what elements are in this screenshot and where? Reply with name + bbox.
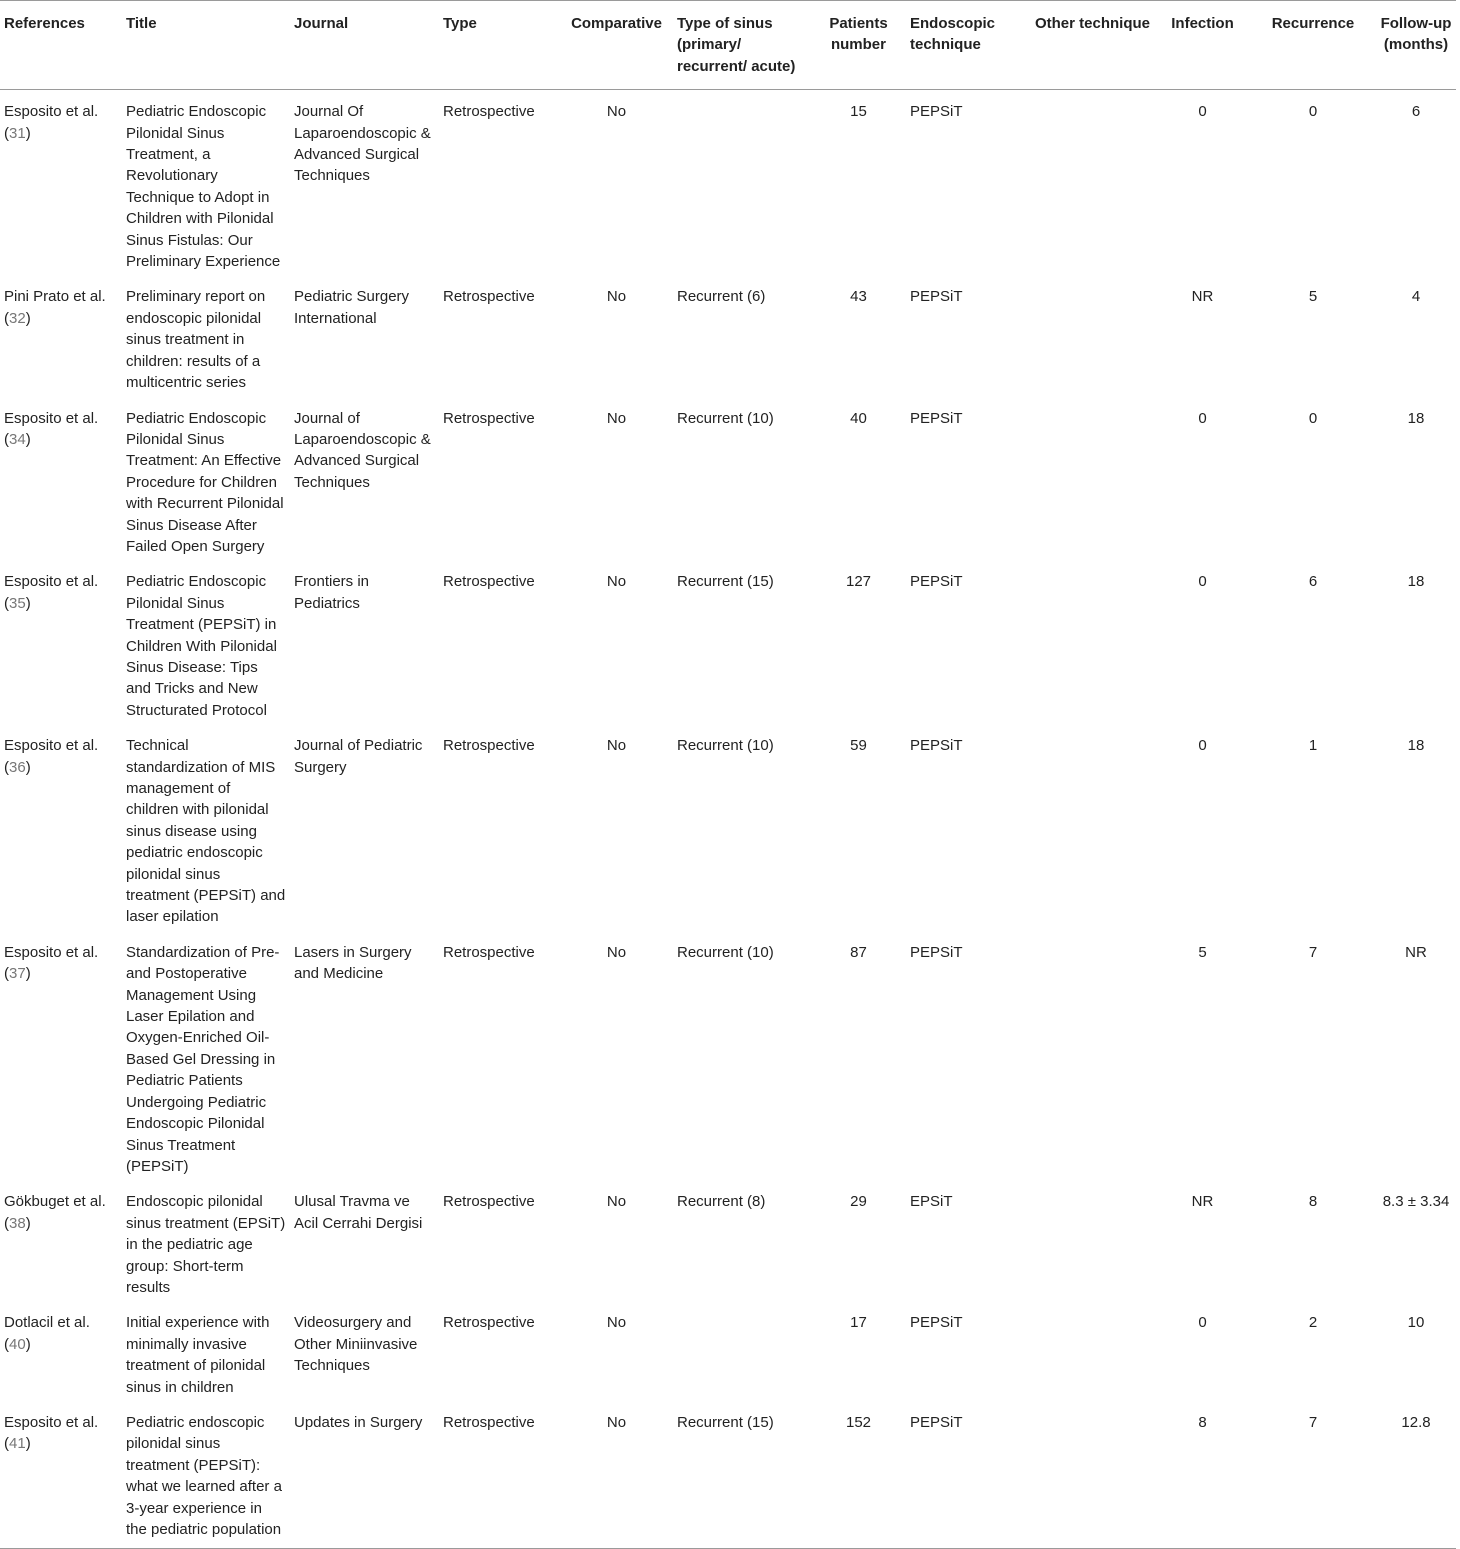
header-other-technique: Other technique	[1030, 1, 1155, 90]
cell-type-of-sinus: Recurrent (8)	[677, 1193, 766, 1211]
cell-title: Preliminary report on endoscopic pilonidal sinus treatment in children: results of a multicentric series	[126, 288, 266, 392]
cell-patients-number: 43	[850, 288, 867, 306]
cell-patients-number: 40	[850, 409, 867, 427]
cell-recurrence: 2	[1308, 1314, 1318, 1332]
cell-title: Standardization of Pre- and Postoperative Management Using Laser Epilation and Oxygen-Enriched Oil-Based Gel Dressing in Pediatric Patients Undergoing Pediatric Endoscopic Pilonidal Sinus Treatment (PEPSiT)	[126, 943, 280, 1175]
cell-type: Retrospective	[443, 737, 535, 755]
header-row	[0, 1, 1456, 90]
header-references: References	[0, 1, 122, 90]
cell-type-of-sinus	[673, 1301, 811, 1401]
cell-journal: Ulusal Travma ve Acil Cerrahi Dergisi	[294, 1193, 423, 1232]
cell-title: Pediatric Endoscopic Pilonidal Sinus Treatment (PEPSiT) in Children With Pilonidal Sinus Disease: Tips and Tricks and New Structurated Protocol	[126, 573, 277, 719]
cell-infection: 8	[1155, 1401, 1250, 1549]
cell-infection: NR	[1191, 288, 1214, 306]
cell-infection: 0	[1198, 103, 1207, 121]
cell-references: Esposito et al. (41)	[0, 1401, 122, 1549]
reference-number-link[interactable]: 32	[9, 309, 26, 327]
cell-infection: 0	[1198, 409, 1207, 427]
cell-comparative: No	[606, 573, 627, 591]
cell-follow-up: 10	[1407, 1314, 1425, 1332]
reference-author: Esposito et al.	[4, 737, 99, 755]
cell-other-technique	[1030, 724, 1155, 931]
reference-number-link[interactable]: 35	[9, 594, 26, 612]
cell-comparative: No	[606, 943, 627, 961]
cell-references: Dotlacil et al. (40)	[4, 1314, 90, 1353]
cell-recurrence: 0	[1308, 409, 1318, 427]
cell-title: Pediatric Endoscopic Pilonidal Sinus Treatment, a Revolutionary Technique to Adopt in Children with Pilonidal Sinus Fistulas: Our Preliminary Experience	[126, 103, 281, 271]
cell-type-of-sinus: Recurrent (15)	[673, 1401, 811, 1549]
cell-patients-number: 59	[850, 737, 867, 755]
reference-author: Dotlacil et al.	[4, 1314, 90, 1332]
cell-follow-up: 6	[1411, 103, 1421, 121]
cell-infection: 5	[1198, 943, 1207, 961]
cell-title: Pediatric endoscopic pilonidal sinus treatment (PEPSiT): what we learned after a 3-year experience in the pediatric population	[122, 1401, 290, 1549]
reference-author: Esposito et al.	[4, 1413, 99, 1431]
header-recurrence: Recurrence	[1250, 1, 1376, 90]
cell-endoscopic-technique: PEPSiT	[910, 1314, 963, 1332]
reference-number-link[interactable]: 38	[9, 1214, 26, 1232]
cell-type-of-sinus: Recurrent (10)	[677, 409, 774, 427]
cell-recurrence: 7	[1308, 943, 1318, 961]
cell-follow-up: 12.8	[1376, 1401, 1456, 1549]
cell-follow-up: 18	[1407, 737, 1425, 755]
cell-title: Technical standardization of MIS management of children with pilonidal sinus disease using pediatric endoscopic pilonidal sinus treatment (PEPSiT) and laser epilation	[126, 737, 286, 926]
cell-references: Esposito et al. (36)	[4, 737, 99, 776]
cell-type-of-sinus: Recurrent (6)	[677, 288, 766, 306]
cell-patients-number: 87	[850, 943, 867, 961]
cell-references: Esposito et al. (35)	[4, 573, 99, 612]
reference-author: Esposito et al.	[4, 943, 99, 961]
table-row	[0, 931, 1456, 1180]
cell-references: Esposito et al. (31)	[4, 103, 99, 142]
cell-infection: 0	[1198, 737, 1207, 755]
cell-endoscopic-technique: PEPSiT	[910, 573, 963, 591]
header-patients-number: Patients number	[811, 1, 906, 90]
cell-recurrence: 6	[1308, 573, 1318, 591]
cell-other-technique	[1030, 90, 1155, 276]
cell-references: Pini Prato et al. (32)	[4, 288, 106, 327]
cell-comparative: No	[606, 1314, 627, 1332]
reference-number-link[interactable]: 34	[9, 430, 26, 448]
header-journal: Journal	[290, 1, 439, 90]
cell-comparative: No	[606, 409, 627, 427]
cell-recurrence: 5	[1308, 288, 1318, 306]
cell-follow-up: 4	[1411, 288, 1421, 306]
cell-endoscopic-technique: PEPSiT	[910, 737, 963, 755]
cell-follow-up: 18	[1407, 409, 1425, 427]
cell-follow-up: NR	[1405, 943, 1427, 961]
table-row	[0, 724, 1456, 931]
cell-infection: 0	[1198, 1314, 1207, 1332]
cell-other-technique	[1030, 1401, 1155, 1549]
cell-patients-number: 15	[850, 103, 867, 121]
table-row	[0, 90, 1456, 276]
cell-recurrence: 7	[1250, 1401, 1376, 1549]
cell-infection: NR	[1191, 1193, 1214, 1211]
cell-endoscopic-technique: PEPSiT	[910, 288, 963, 306]
cell-other-technique	[1030, 275, 1155, 396]
cell-comparative: No	[606, 1193, 627, 1211]
reference-number-link[interactable]: 36	[9, 758, 26, 776]
cell-type-of-sinus: Recurrent (10)	[677, 737, 774, 755]
cell-journal: Frontiers in Pediatrics	[294, 573, 370, 612]
cell-patients-number: 152	[811, 1401, 906, 1549]
table-row	[0, 560, 1456, 724]
header-type-of-sinus: Type of sinus (primary/ recurrent/ acute)	[673, 1, 811, 90]
reference-author: Esposito et al.	[4, 409, 99, 427]
table-row	[0, 1401, 1456, 1549]
cell-type: Retrospective	[443, 1193, 535, 1211]
header-title: Title	[122, 1, 290, 90]
cell-other-technique	[1030, 560, 1155, 724]
cell-title: Endoscopic pilonidal sinus treatment (EPSiT) in the pediatric age group: Short-term results	[126, 1193, 286, 1296]
cell-other-technique	[1030, 931, 1155, 1180]
cell-type-of-sinus	[673, 90, 811, 276]
reference-number-link[interactable]: 40	[9, 1335, 26, 1353]
cell-other-technique	[1030, 397, 1155, 561]
cell-journal: Journal Of Laparoendoscopic & Advanced Surgical Techniques	[294, 103, 431, 185]
header-endoscopic-technique: Endoscopic technique	[906, 1, 1030, 90]
cell-journal: Journal of Laparoendoscopic & Advanced Surgical Techniques	[294, 409, 431, 491]
cell-endoscopic-technique: EPSiT	[910, 1193, 953, 1211]
cell-endoscopic-technique: PEPSiT	[906, 1401, 1030, 1549]
header-type: Type	[439, 1, 560, 90]
cell-type: Retrospective	[443, 1314, 535, 1332]
cell-recurrence: 0	[1308, 103, 1318, 121]
cell-patients-number: 127	[845, 573, 872, 591]
cell-journal: Updates in Surgery	[290, 1401, 439, 1549]
cell-comparative: No	[606, 288, 627, 306]
cell-type: Retrospective	[443, 943, 535, 961]
reference-author: Pini Prato et al.	[4, 288, 106, 306]
cell-other-technique	[1030, 1301, 1155, 1401]
table-row	[0, 1301, 1456, 1401]
cell-type-of-sinus: Recurrent (10)	[677, 943, 774, 961]
reference-number-link[interactable]: 41	[9, 1435, 26, 1453]
cell-references: Gökbuget et al. (38)	[4, 1193, 106, 1232]
table-row	[0, 275, 1456, 396]
cell-infection: 0	[1198, 573, 1207, 591]
cell-title: Initial experience with minimally invasive treatment of pilonidal sinus in children	[126, 1314, 270, 1396]
table-body	[0, 90, 1456, 1549]
header-follow-up: Follow-up (months)	[1376, 1, 1456, 90]
reference-author: Esposito et al.	[4, 103, 99, 121]
cell-journal: Lasers in Surgery and Medicine	[294, 943, 412, 983]
reference-author: Esposito et al.	[4, 573, 99, 591]
cell-comparative: No	[606, 737, 627, 755]
table-row	[0, 397, 1456, 561]
cell-comparative: No	[606, 103, 627, 121]
cell-endoscopic-technique: PEPSiT	[910, 103, 963, 121]
cell-patients-number: 17	[850, 1314, 867, 1332]
cell-comparative: No	[560, 1401, 673, 1549]
reference-number-link[interactable]: 31	[9, 124, 26, 142]
cell-journal: Videosurgery and Other Miniinvasive Techniques	[294, 1314, 418, 1375]
cell-other-technique	[1030, 1180, 1155, 1301]
cell-title: Pediatric Endoscopic Pilonidal Sinus Treatment: An Effective Procedure for Children with Recurrent Pilonidal Sinus Disease After Failed Open Surgery	[126, 409, 284, 555]
cell-type: Retrospective	[443, 103, 535, 121]
cell-references: Esposito et al. (37)	[4, 943, 99, 983]
cell-recurrence: 1	[1308, 737, 1318, 755]
cell-type-of-sinus: Recurrent (15)	[677, 573, 774, 591]
cell-journal: Pediatric Surgery International	[294, 288, 410, 327]
cell-type: Retrospective	[439, 1401, 560, 1549]
cell-type: Retrospective	[443, 288, 535, 306]
cell-recurrence: 8	[1308, 1193, 1318, 1211]
table-row	[0, 1180, 1456, 1301]
table-header	[0, 1, 1456, 90]
cell-endoscopic-technique: PEPSiT	[910, 409, 963, 427]
reference-number-link[interactable]: 37	[9, 965, 26, 983]
header-infection: Infection	[1155, 1, 1250, 90]
cell-type: Retrospective	[443, 409, 535, 427]
cell-follow-up: 18	[1407, 573, 1425, 591]
reference-author: Gökbuget et al.	[4, 1193, 106, 1211]
header-comparative: Comparative	[560, 1, 673, 90]
cell-type: Retrospective	[443, 573, 535, 591]
cell-references: Esposito et al. (34)	[4, 409, 99, 448]
cell-follow-up: 8.3 ± 3.34	[1382, 1193, 1450, 1211]
cell-journal: Journal of Pediatric Surgery	[294, 737, 423, 776]
cell-patients-number: 29	[850, 1193, 867, 1211]
cell-endoscopic-technique: PEPSiT	[910, 943, 963, 961]
